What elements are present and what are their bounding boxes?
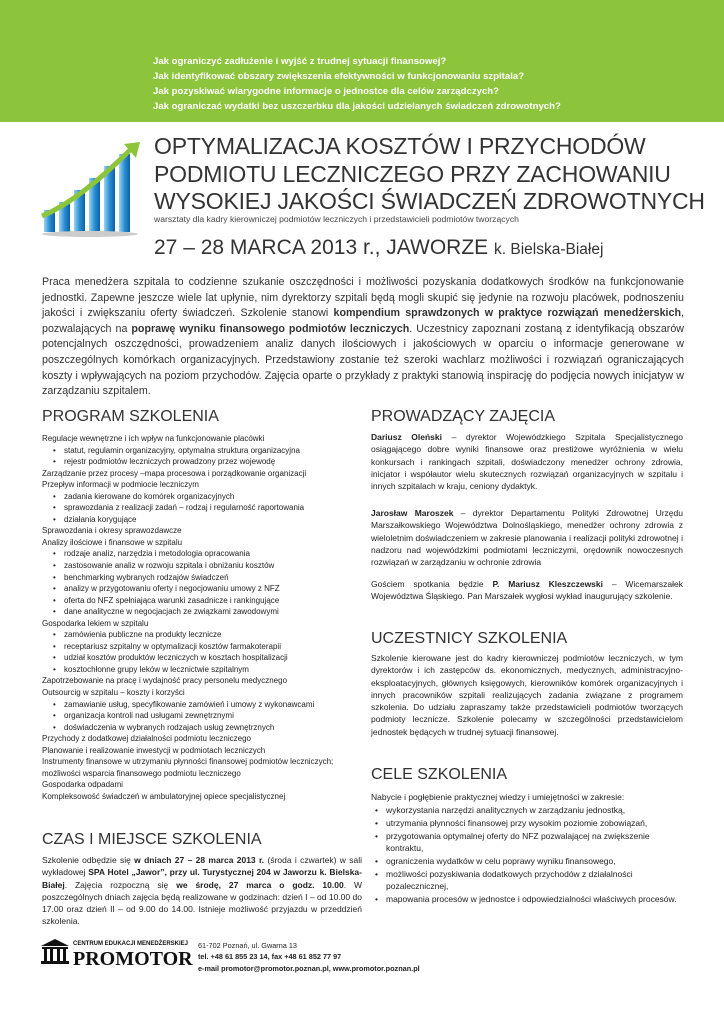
program-subitem: • zadania kierowane do komórek organizacyjnych bbox=[42, 491, 360, 503]
czas-bold: w dniach 27 – 28 marca 2013 r. bbox=[134, 855, 265, 865]
program-subitem: • doświadczenia w wybranych rodzajach usług zewnętrznych bbox=[42, 722, 360, 734]
guest-paragraph bbox=[371, 578, 683, 603]
program-heading: PROGRAM SZKOLENIA bbox=[42, 408, 219, 425]
program-subitem: • rodzaje analiz, narzędzia i metodologia opracowania bbox=[42, 548, 360, 560]
czas-bold: SPA Hotel „Jawor”, przy ul. Turystycznej 204 w Jaworzu k. Bielska-Białej bbox=[42, 867, 362, 890]
person-bio: – dyrektor Wojewódzkiego Szpitala Specjalistycznego osiągającego dobre wyniki finansowe oraz prestiżowe wyróżnienia w wielu konkursach i rankingach szpitali, doświadczony menedżer ochrony zdrowia, inicjator i współautor wielu skutecznych rozwiązań organizacyjnych w szpitalu i innych szpitalach w kraju, ceniony dydaktyk. bbox=[371, 432, 683, 492]
program-item: Zapotrzebowanie na pracę i wydajność pracy personelu medycznego bbox=[42, 676, 288, 686]
cele-item: • wykorzystania narzędzi analitycznych w zarządzaniu jednostką, bbox=[371, 804, 683, 816]
program-subitem: • udział kosztów produktów leczniczych w kosztach hospitalizacji bbox=[42, 652, 360, 664]
page-title bbox=[154, 133, 705, 216]
intro-text: , pozwalających na bbox=[42, 307, 684, 335]
program-subitem: • statut, regulamin organizacyjny, optymalna struktura organizacyjna bbox=[42, 445, 360, 457]
person-name: Jarosław Maroszek bbox=[371, 508, 454, 518]
program-item: Gospodarka lekiem w szpitalu bbox=[42, 618, 149, 628]
program-subitem: • zamówienia publiczne na produkty lecznicze bbox=[42, 629, 360, 641]
program-item: Kompleksowość świadczeń w ambulatoryjnej opiece specjalistycznej bbox=[42, 791, 286, 801]
program-subitem: • zastosowanie analiz w rozwoju szpitala i obniżaniu kosztów bbox=[42, 560, 360, 572]
intro-paragraph bbox=[42, 275, 684, 400]
email: e-mail promotor@promotor.poznan.pl, www.promotor.poznan.pl bbox=[198, 963, 420, 973]
cele-item: • mapowania procesów w jednostce i odpowiedzialności właściwych procesów. bbox=[371, 893, 683, 905]
program-item: Analizy ilościowe i finansowe w szpitalu bbox=[42, 537, 183, 547]
intro-bold: poprawę wyniku finansowego podmiotów leczniczych bbox=[131, 322, 410, 335]
guest-name: P. Mariusz Kleszczewski bbox=[492, 579, 603, 589]
program-item: Planowanie i realizowanie inwestycji w podmiotach leczniczych bbox=[42, 745, 266, 755]
program-list bbox=[42, 433, 360, 803]
cele-item: • utrzymania płynności finansowej przy wysokim poziomie zobowiązań, bbox=[371, 817, 683, 829]
cele-list bbox=[371, 804, 683, 905]
guest-text: – Wicemarszałek Województwa Śląskiego. Pan Marszałek wygłosi wykład inaugurujący szkolenie. bbox=[371, 579, 683, 602]
uczestnicy-heading: UCZESTNICY SZKOLENIA bbox=[371, 630, 568, 647]
program-subitem: • rejestr podmiotów leczniczych prowadzony przez wojewodę bbox=[42, 456, 360, 468]
cele-heading: CELE SZKOLENIA bbox=[371, 766, 508, 783]
prowadzacy-1 bbox=[371, 431, 683, 492]
logo-top-text: CENTRUM EDUKACJI MENEDŻERSKIEJ bbox=[73, 941, 189, 947]
program-item: Przychody z dodatkowej działalności podmiotu leczniczego bbox=[42, 734, 251, 744]
prowadzacy-heading: PROWADZĄCY ZAJĘCIA bbox=[371, 408, 556, 425]
address: 61-702 Poznań, ul. Gwarna 13 bbox=[198, 941, 297, 950]
question-list bbox=[153, 54, 561, 114]
czas-heading: CZAS I MIEJSCE SZKOLENIA bbox=[42, 831, 262, 848]
program-item: Regulacje wewnętrzne i ich wpływ na funkcjonowanie placówki bbox=[42, 434, 265, 443]
phone: tel. +48 61 855 23 14, fax +48 61 852 77 97 bbox=[198, 952, 342, 962]
top-banner bbox=[0, 0, 724, 122]
date-text: 27 – 28 MARCA 2013 r., JAWORZE bbox=[154, 236, 489, 259]
program-item: Przepływ informacji w podmiocie leczniczym bbox=[42, 480, 199, 490]
subtitle: warsztaty dla kadry kierowniczej podmiotów leczniczych i przedstawicieli podmiotów tworzących bbox=[154, 214, 519, 224]
program-subitem: • benchmarking wybranych rodzajów świadczeń bbox=[42, 572, 360, 584]
cele-item: • możliwości pozyskiwania dodatkowych przychodów z działalności pozalecznicznej, bbox=[371, 868, 683, 892]
cele-item: • przygotowania optymalnej oferty do NFZ pozwalającej na zwiększenie kontraktu, bbox=[371, 830, 683, 854]
program-item: Outsourcig w szpitalu – koszty i korzyści bbox=[42, 688, 185, 698]
person-name: Dariusz Oleński bbox=[371, 432, 442, 442]
title-line: OPTYMALIZACJA KOSZTÓW I PRZYCHODÓW bbox=[154, 133, 646, 159]
program-subitem: • działania korygujące bbox=[42, 514, 360, 526]
czas-text: . Zajęcia rozpoczną się bbox=[64, 879, 177, 890]
program-item: Sprawozdania i okresy sprawozdawcze bbox=[42, 526, 182, 536]
czas-text: (środa i czwartek) w sali wykładowej bbox=[42, 855, 362, 878]
prowadzacy-2 bbox=[371, 507, 683, 568]
program-subitem: • dane analityczne w negocjacjach ze związkami zawodowymi bbox=[42, 606, 360, 618]
czas-bold: we środę, 27 marca o godz. 10.00 bbox=[176, 879, 344, 890]
guest-text: Gościem spotkania będzie bbox=[371, 579, 493, 589]
czas-paragraph bbox=[42, 854, 362, 928]
logo-name: PROMOTOR bbox=[73, 948, 193, 967]
program-subitem: • receptariusz szpitalny w optymalizacji kosztów farmakoterapii bbox=[42, 641, 360, 653]
question-item: Jak ograniczyć zadłużenie i wyjść z trudnej sytuacji finansowej? bbox=[153, 56, 447, 67]
program-item: Instrumenty finansowe w utrzymaniu płynności finansowej podmiotów leczniczych; możliwości wsparcia finansowego podmiotu leczniczego bbox=[42, 757, 334, 778]
program-subitem: • zamawianie usług, specyfikowanie zamówień i umowy z wykonawcami bbox=[42, 699, 360, 711]
title-line: PODMIOTU LECZNICZEGO PRZY ZACHOWANIU bbox=[154, 160, 671, 187]
uczestnicy-paragraph: Szkolenie kierowane jest do kadry kierowniczej podmiotów leczniczych, w tym dyrektorów i ich zastępców ds. ekonomicznych, medycznych, administracyjno-eksploatacyjnych, głównych księgowych, kierowników komórek organizacyjnych i innych pracowników szpitali realizujących zadania związane z programem szkolenia. Do udziału zapraszamy także przedstawicieli podmiotów tworzących podmioty lecznicze. Szkolenie polecamy w szczególności przedstawicielom jednostek będących w trudnej sytuacji finansowej. bbox=[371, 653, 683, 737]
cele-item: • ograniczenia wydatków w celu poprawy wyniku finansowego, bbox=[371, 855, 683, 867]
czas-text: Szkolenie odbędzie się bbox=[42, 855, 135, 865]
intro-text: Praca menedżera szpitala to codzienne szukanie oszczędności i możliwości pozyskania dodatkowych środków na funkcjonowanie jednostki. Zapewne jeszcze wiele lat upłynie, nim dyrektorzy szpitali będą mogli skupić się jedynie na rozwoju placówek, podnoszeniu jakości i zwiększaniu oferty świadczeń. Szkolenie stanowi bbox=[42, 276, 684, 320]
event-date bbox=[154, 236, 603, 260]
promotor-logo bbox=[40, 937, 195, 967]
cele-section bbox=[371, 791, 683, 905]
person-bio: – dyrektor Departamentu Polityki Zdrowotnej Urzędu Marszałkowskiego Województwa Dolnośląskiego, menedżer ochrony zdrowia z wieloletnim doświadczeniem w zakresie planowania i realizacji polityki zdrowotnej i nadzoru nad wojewódzkimi podmiotami leczniczymi, orędownik nowoczesnych rozwiązań w zarządzaniu w ochronie zdrowia bbox=[371, 508, 683, 568]
program-subitem: • oferta do NFZ spełniająca warunki zasadnicze i rankingujące bbox=[42, 595, 360, 607]
intro-bold: kompendium sprawdzonych w praktyce rozwiązań menedżerskich bbox=[333, 307, 682, 320]
czas-text: . W poszczególnych dniach zajęcia będą realizowane w godzinach: dzień I – od 10.00 do 17.00 oraz dzień II – od 9.00 do 14.00. Istnieje możliwość przyjazdu w przeddzień szkolenia. bbox=[42, 879, 363, 927]
question-item: Jak ograniczać wydatki bez uszczerbku dla jakości udzielanych świadczeń zdrowotnych? bbox=[153, 101, 561, 112]
program-item: Zarządzanie przez procesy –mapa procesowa i porządkowanie organizacji bbox=[42, 468, 307, 478]
growth-chart-icon bbox=[40, 140, 148, 240]
program-subitem: • kosztochłonne grupy leków w lecznictwie szpitalnym bbox=[42, 664, 360, 676]
title-line: WYSOKIEJ JAKOŚCI ŚWIADCZEŃ ZDROWOTNYCH bbox=[154, 188, 705, 214]
contact-info bbox=[198, 940, 420, 974]
program-subitem: • organizacja kontroli nad usługami zewnętrznymi bbox=[42, 710, 360, 722]
question-item: Jak identyfikować obszary zwiększenia efektywności w funkcjonowaniu szpitala? bbox=[153, 71, 525, 82]
program-subitem: • analizy w przygotowaniu oferty i negocjowaniu umowy z NFZ bbox=[42, 583, 360, 595]
location-suffix: k. Bielska-Białej bbox=[494, 241, 604, 258]
program-subitem: • sprawozdania z realizacji zadań – rodzaj i regularność raportowania bbox=[42, 502, 360, 514]
cele-lead: Nabycie i pogłębienie praktycznej wiedzy i umiejętności w zakresie: bbox=[371, 792, 625, 802]
question-item: Jak pozyskiwać wiarygodne informacje o jednostce dla celów zarządczych? bbox=[153, 86, 500, 97]
intro-text: . Uczestnicy zapoznani zostaną z identyfikacją obszarów potencjalnych oszczędności, prowadzeniem analiz danych ilościowych i jakościowych w oparciu o informacje generowane w poszczególnych komórkach organizacyjnych. Przedstawiony zostanie też szeroki wachlarz możliwości i rozwiązań ograniczających koszty i wpływających na poziom przychodów. Zajęcia oparte o przykłady z praktyki stanowią inspirację do podjęcia nowych inicjatyw w zarządzaniu szpitalem. bbox=[42, 322, 684, 398]
program-item: Gospodarka odpadami bbox=[42, 780, 123, 790]
